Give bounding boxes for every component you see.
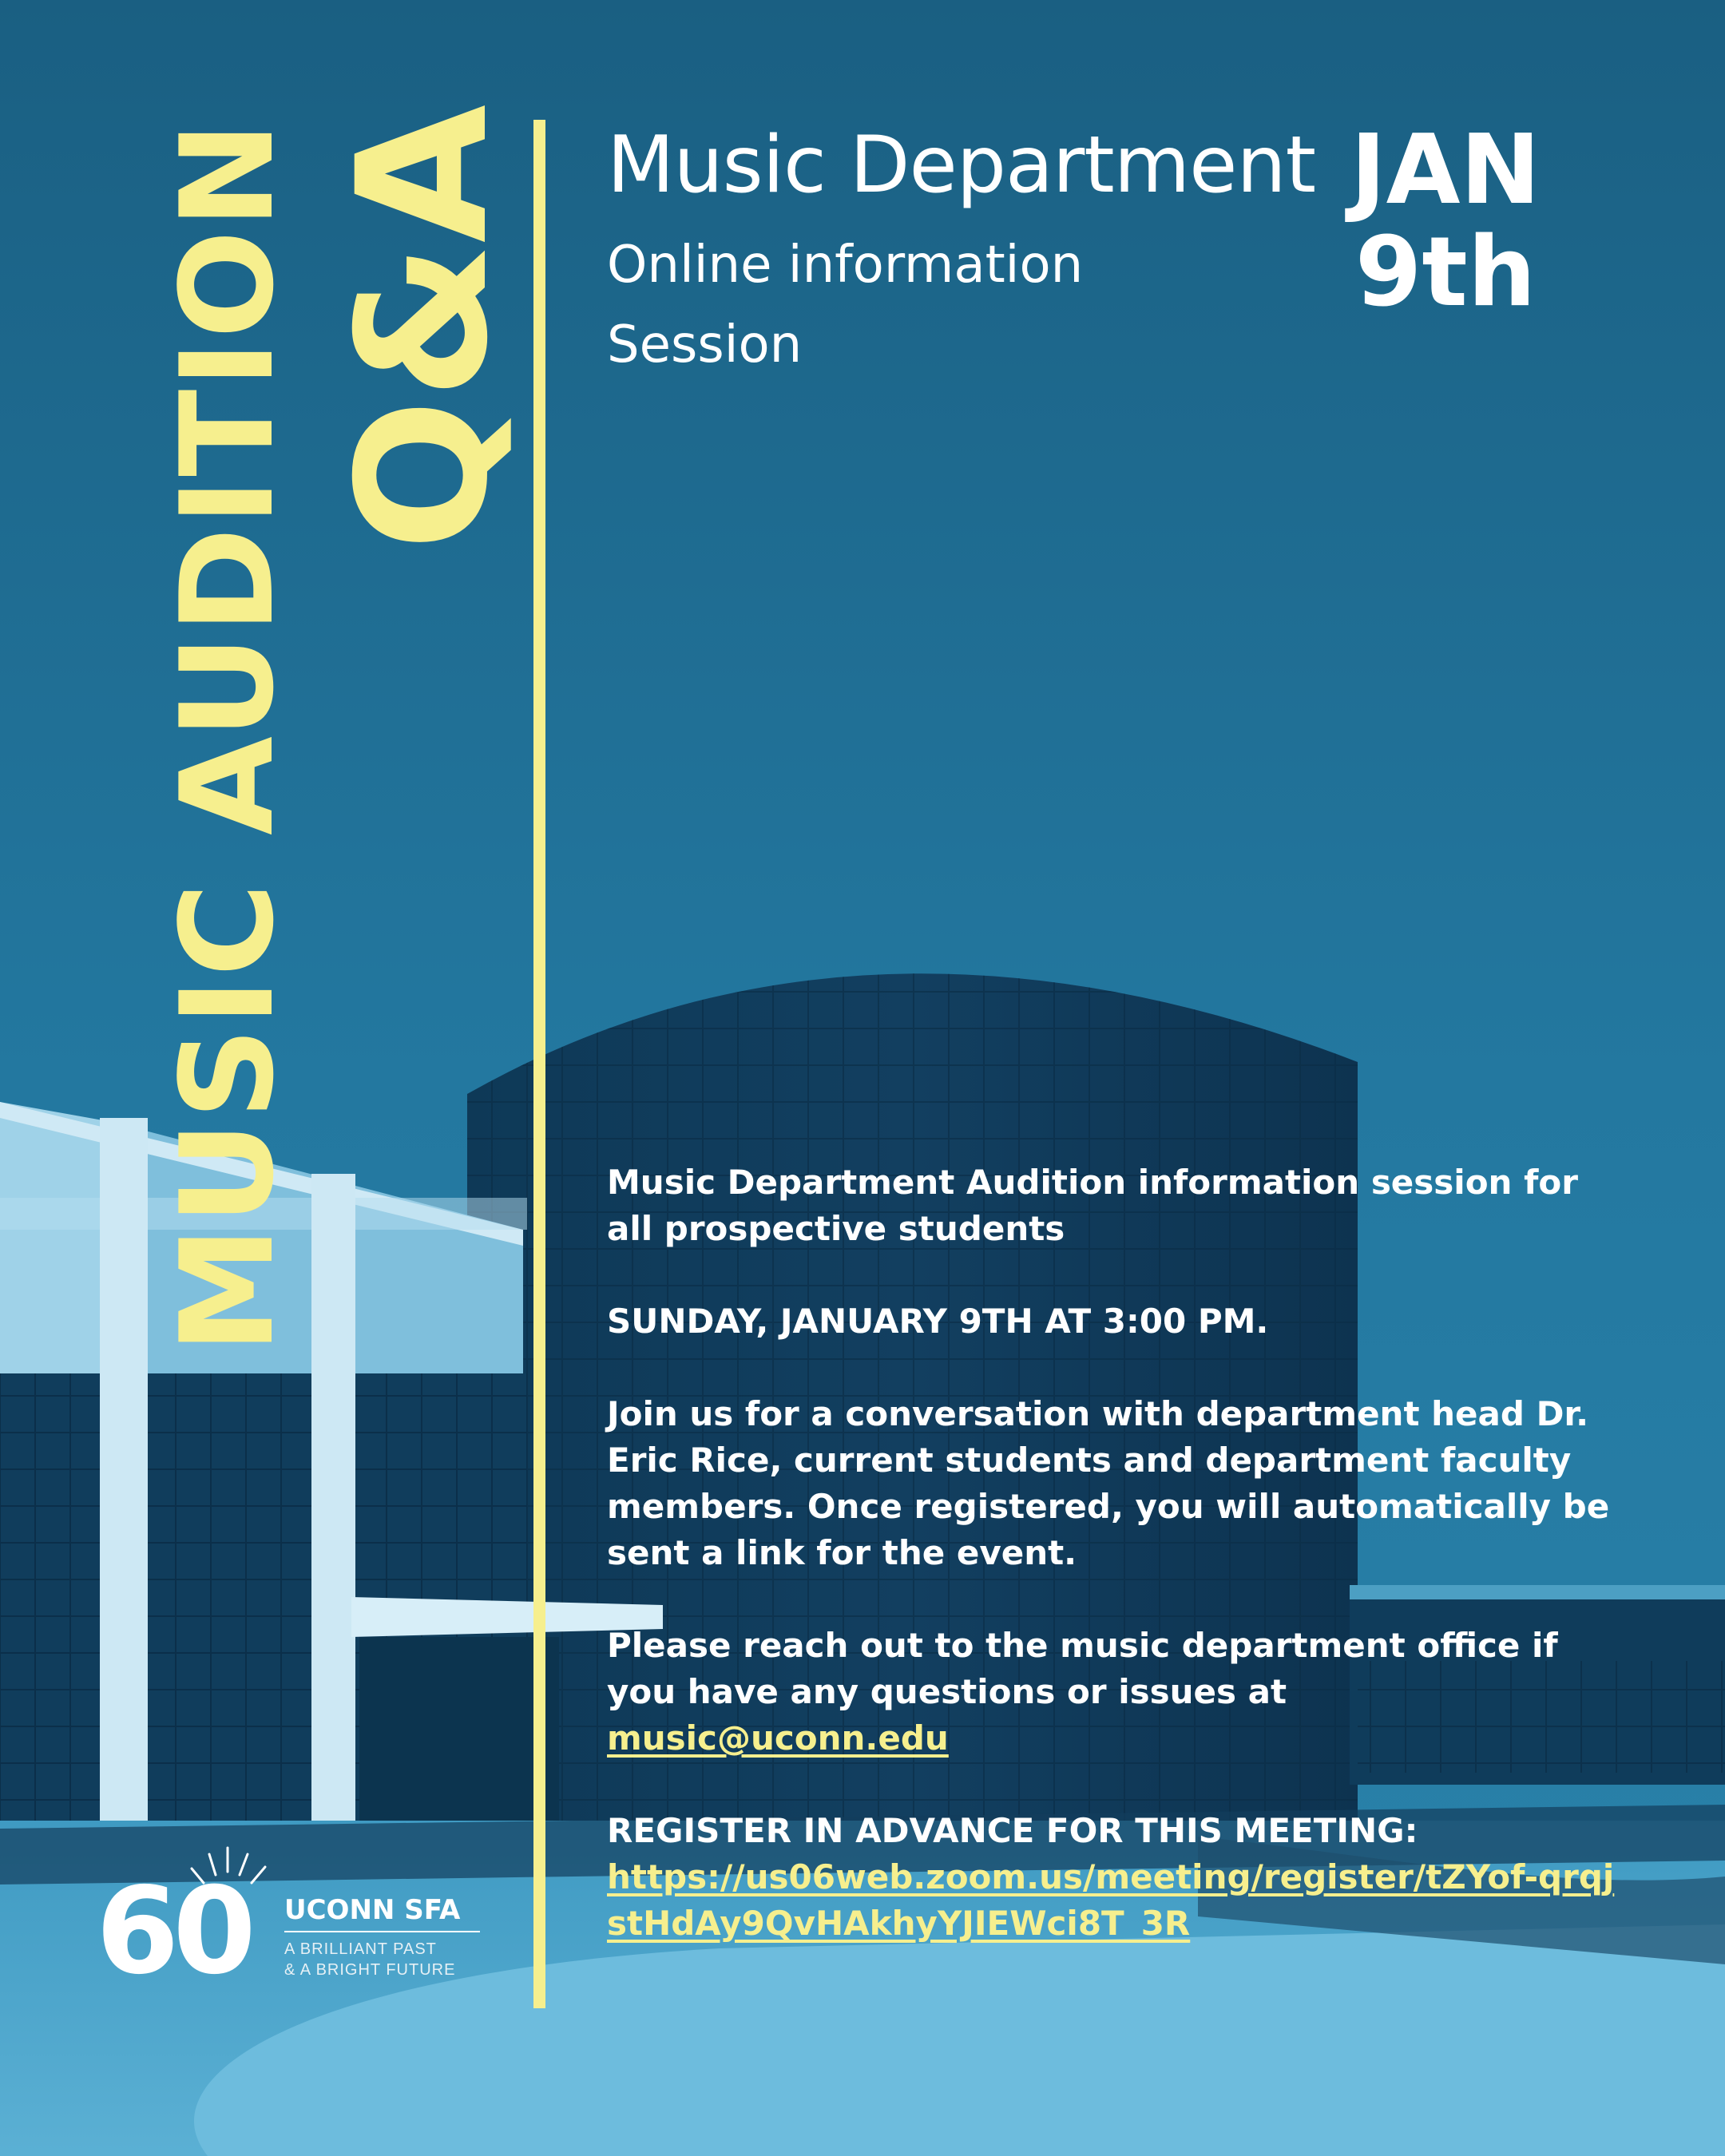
- event-datetime: SUNDAY, JANUARY 9TH AT 3:00 PM.: [607, 1302, 1269, 1341]
- vertical-divider: [533, 120, 545, 2008]
- register-heading: REGISTER IN ADVANCE FOR THIS MEETING:: [607, 1811, 1418, 1850]
- subtitle-line-2: Session: [607, 315, 803, 375]
- uconn-sfa-logo: [96, 1837, 495, 1996]
- title-qa: Q&A: [319, 104, 527, 551]
- register-link[interactable]: https://us06web.zoom.us/meeting/register/tZYof-qrqjstHdAy9QvHAkhyYJIEWci8T_3R: [607, 1857, 1615, 1943]
- logo-name: UCONN SFA: [284, 1894, 461, 1926]
- logo-tagline-1: A BRILLIANT PAST: [284, 1940, 437, 1958]
- department-name: Music Department: [607, 120, 1316, 211]
- event-date: [1246, 115, 1645, 328]
- event-details: [607, 1159, 1629, 1947]
- logo-number: 60: [96, 1862, 250, 1996]
- logo-60-emblem: [96, 1837, 280, 1996]
- title-music-audition: MUSIC AUDITION: [153, 120, 302, 1353]
- contact-text: Please reach out to the music department office if you have any questions or issues at: [607, 1626, 1558, 1711]
- date-day: 9th: [1354, 217, 1537, 328]
- intro-text: Music Department Audition information session for all prospective students: [607, 1163, 1578, 1248]
- join-text: Join us for a conversation with department head Dr. Eric Rice, current students and department faculty members. Once registered, you will automatically be sent a link for the event.: [607, 1394, 1610, 1572]
- logo-divider: [284, 1931, 480, 1932]
- email-link[interactable]: music@uconn.edu: [607, 1718, 949, 1758]
- date-month: JAN: [1350, 115, 1541, 226]
- logo-tagline-2: & A BRIGHT FUTURE: [284, 1961, 456, 1979]
- contact-paragraph: [607, 1623, 1629, 1762]
- session-subtitle: [607, 225, 1246, 385]
- subtitle-line-1: Online information: [607, 236, 1084, 295]
